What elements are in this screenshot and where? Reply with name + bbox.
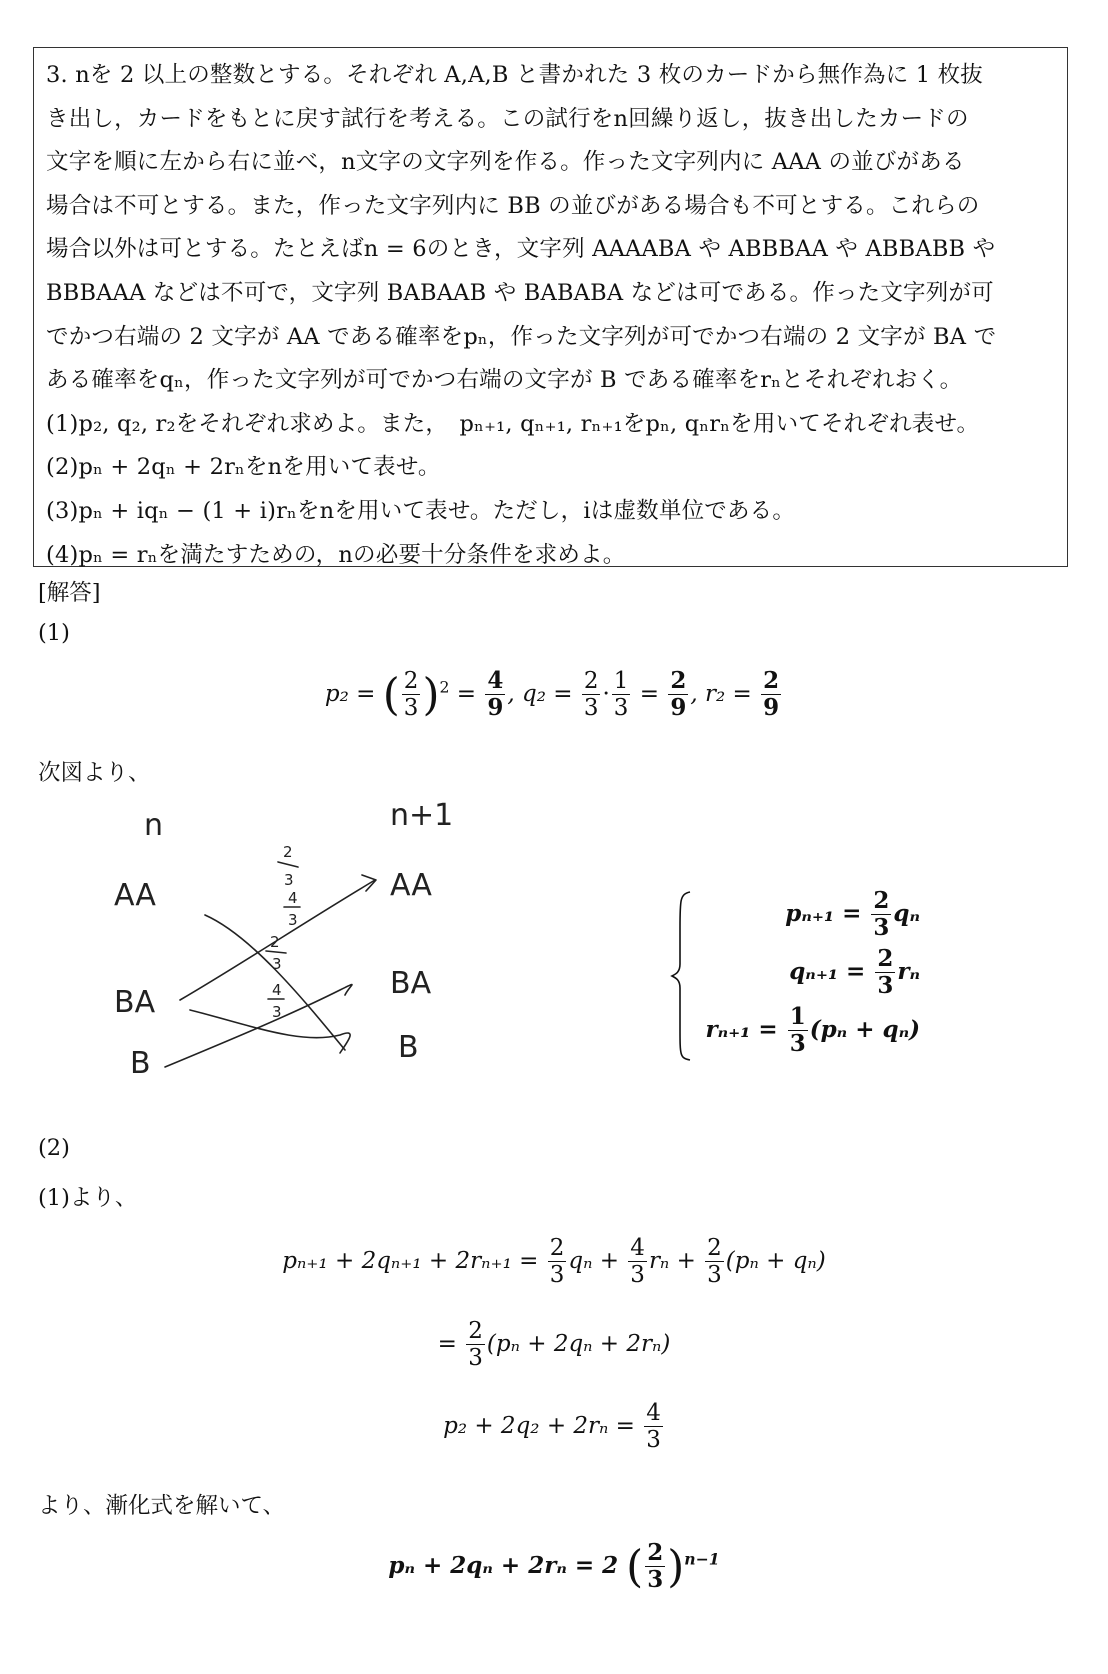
brace-icon [670,888,694,1063]
diagram-label-num: 4 [288,889,298,907]
fraction: $\frac{4}{3}$ [646,1400,661,1454]
problem-line: 場合以外は可とする。たとえばn = 6のとき，文字列 AAAABA や ABBBAA や ABBABB や [46,236,996,263]
system-row: rₙ₊₁ = $\frac{1}{3}$ (pₙ + qₙ) [705,1003,920,1058]
diagram-right-state: B [398,1030,419,1065]
solve-text: より、漸化式を解いて、 [38,1493,286,1519]
diagram-col-left: n [144,808,164,843]
fraction: $\frac{2}{3}$ [403,668,419,722]
part1-formula: p₂ = ( $\frac{2}{3}$ )$^2$ = $\frac{4}{9}$ , q₂ = $\frac{2}{3}$ · $\frac{1}{3}$ = $\frac{2}{9}$ , r₂ = $\frac{2}{9}$ [324,667,780,722]
q2-lhs: , q₂ = [507,680,573,707]
part2-label: (2) [38,1135,70,1161]
transition-diagram [100,795,460,1085]
figure-intro: 次図より、 [38,760,151,786]
fraction: $\frac{1}{3}$ [613,668,629,722]
fraction: $\frac{2}{3}$ [707,1235,722,1289]
fraction: $\frac{2}{3}$ [877,945,894,1000]
problem-line: (1)p₂, q₂, r₂をそれぞれ求めよ。また， pₙ₊₁, qₙ₊₁, rₙ₊₁をpₙ, qₙrₙを用いてそれぞれ表せ。 [46,410,980,437]
fraction: $\frac{2}{3}$ [549,1235,565,1289]
diagram-label-den: 3 [284,871,294,889]
recurrence-system [670,888,920,1063]
problem-line: 場合は不可とする。また，作った文字列内に BB の並びがある場合も不可とする。これらの [46,192,980,219]
diagram-right-state: BA [390,966,432,1001]
equation-4: pₙ + 2qₙ + 2rₙ = 2 ( $\frac{2}{3}$ )$^{n-1}$ [388,1539,720,1594]
diagram-label-num: 2 [283,843,293,861]
diagram-col-right: n+1 [390,798,454,833]
exponent: 2 [439,677,450,697]
r2-lhs: , r₂ = [690,680,752,707]
fraction: $\frac{2}{3}$ [583,668,599,722]
diagram-label-den: 3 [272,1003,282,1021]
fraction: $\frac{4}{3}$ [630,1235,645,1289]
fraction: $\frac{2}{9}$ [763,667,780,722]
fraction: $\frac{1}{3}$ [789,1003,806,1058]
equation-1: pₙ₊₁ + 2qₙ₊₁ + 2rₙ₊₁ = $\frac{2}{3}$ qₙ + $\frac{4}{3}$ rₙ + $\frac{2}{3}$ (pₙ + qₙ) [282,1235,826,1289]
fraction: $\frac{2}{3}$ [873,887,890,942]
answer-heading: [解答] [38,580,101,606]
fraction: $\frac{2}{3}$ [468,1318,483,1372]
diagram-left-state: AA [114,878,156,913]
diagram-left-state: BA [114,985,156,1020]
diagram-left-state: B [130,1046,151,1081]
problem-line: (2)pₙ + 2qₙ + 2rₙをnを用いて表せ。 [46,454,441,481]
diagram-right-state: AA [390,868,432,903]
problem-line: でかつ右端の 2 文字が AA である確率をpₙ，作った文字列が可でかつ右端の 2 文字が BA で [46,323,997,350]
part1-label: (1) [38,620,70,646]
problem-line: (3)pₙ + iqₙ − (1 + i)rₙをnを用いて表せ。ただし，iは虚数単位である。 [46,497,796,524]
part2-intro: (1)より、 [38,1185,138,1211]
fraction: $\frac{2}{3}$ [647,1539,664,1594]
p2-lhs: p₂ = [324,680,376,707]
problem-line: 文字を順に左から右に並べ，n文字の文字列を作る。作った文字列内に AAA の並びがある [46,149,965,176]
equation-2: = $\frac{2}{3}$ (pₙ + 2qₙ + 2rₙ) [437,1318,671,1372]
equation-3: p₂ + 2q₂ + 2rₙ = $\frac{4}{3}$ [443,1400,661,1454]
system-row: qₙ₊₁ = $\frac{2}{3}$ rₙ [789,945,920,1000]
diagram-label-den: 3 [272,955,282,973]
problem-box [33,47,1068,567]
system-row: pₙ₊₁ = $\frac{2}{3}$ qₙ [785,887,920,942]
problem-line: ある確率をqₙ，作った文字列が可でかつ右端の文字が B である確率をrₙとそれぞれおく。 [46,367,963,394]
diagram-labels [266,843,300,1021]
problem-line: BBBAAA などは不可で，文字列 BABAAB や BABABA などは可である。作った文字列が可 [46,279,994,306]
exponent: n−1 [684,1549,720,1569]
diagram-label-num: 2 [270,933,280,951]
problem-line: 3. nを 2 以上の整数とする。それぞれ A,A,B と書かれた 3 枚のカードから無作為に 1 枚抜 [46,62,984,88]
problem-line: き出し，カードをもとに戻す試行を考える。この試行をn回繰り返し，抜き出したカードの [46,105,969,132]
fraction: $\frac{2}{9}$ [670,667,687,722]
diagram-label-den: 3 [288,911,298,929]
fraction: $\frac{4}{9}$ [487,667,504,722]
problem-line: (4)pₙ = rₙを満たすための，nの必要十分条件を求めよ。 [46,541,626,568]
diagram-label-num: 4 [272,981,282,999]
